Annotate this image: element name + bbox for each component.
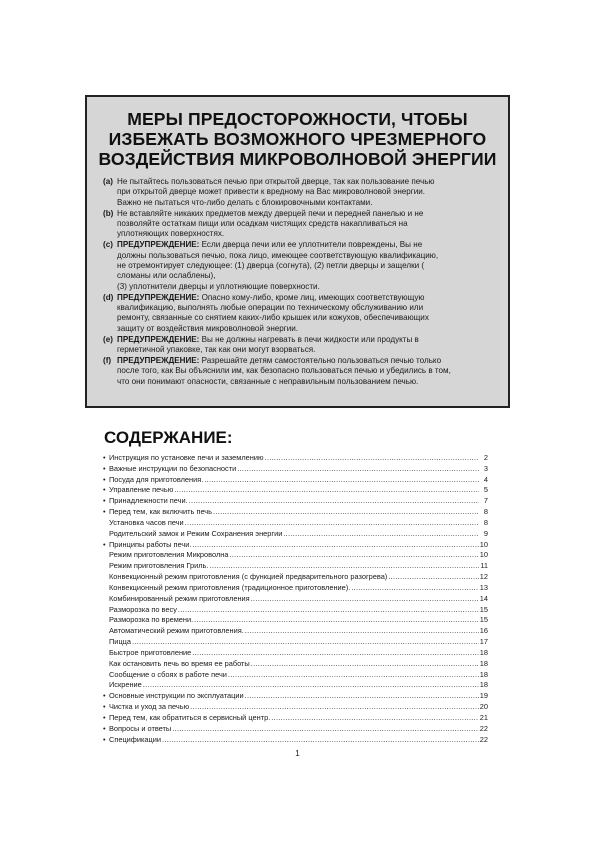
toc-entry[interactable]	[103, 626, 488, 637]
toc-entry-page: 13	[479, 582, 488, 592]
toc-bullet: •	[103, 453, 106, 462]
toc-dot-leader	[189, 496, 479, 507]
toc-dot-leader	[209, 561, 479, 572]
warning-item-text: Не пытайтесь пользоваться печью при открытой дверце, так как пользование печью	[117, 177, 435, 186]
warning-keyword: ПРЕДУПРЕЖДЕНИЕ:	[117, 292, 200, 302]
toc-entry[interactable]	[103, 583, 488, 594]
safety-warning-box	[85, 95, 510, 408]
toc-entry-label: Разморозка по весу	[109, 604, 177, 614]
page-number: 1	[295, 749, 300, 758]
toc-entry[interactable]	[103, 637, 488, 648]
toc-bullet: •	[103, 463, 106, 473]
toc-dot-leader	[162, 735, 479, 746]
warning-item	[103, 209, 503, 240]
toc-entry-page: 10	[479, 550, 488, 560]
toc-dot-leader	[174, 485, 479, 496]
warning-list	[103, 177, 503, 387]
toc-entry[interactable]	[103, 594, 488, 605]
toc-entry-label: Комбинированный режим приготовления	[109, 593, 250, 603]
toc-entry[interactable]	[103, 540, 488, 551]
toc-entry[interactable]	[103, 453, 488, 464]
warning-item-text: защиту от воздействия микроволновой энергии.	[117, 323, 299, 333]
toc-entry-page: 10	[479, 539, 488, 549]
toc-entry-label: Режим приготовления Микроволна	[109, 550, 229, 560]
toc-bullet: •	[103, 507, 106, 517]
toc-entry-label: Искрение	[109, 680, 142, 690]
warning-item-text: Вы не должны нагревать в печи жидкости или продукты в	[201, 334, 419, 344]
toc-entry-page: 4	[483, 474, 488, 484]
toc-bullet: •	[103, 485, 106, 495]
toc-entry-page: 18	[479, 680, 488, 690]
toc-entry-label: Важные инструкции по безопасности	[109, 463, 237, 473]
toc-dot-leader	[213, 507, 479, 518]
toc-entry-page: 11	[480, 561, 488, 571]
warning-item-marker: (d)	[103, 292, 114, 302]
toc-entry-label: Перед тем, как обратиться в сервисный центр.	[109, 712, 271, 722]
warning-keyword: ПРЕДУПРЕЖДЕНИЕ:	[117, 355, 200, 365]
toc-bullet: •	[103, 723, 106, 733]
toc-entry-page: 3	[483, 463, 488, 473]
toc-dot-leader	[245, 626, 479, 637]
toc-title: СОДЕРЖАНИЕ:	[104, 428, 233, 447]
warning-title-line: ИЗБЕЖАТЬ ВОЗМОЖНОГО ЧРЕЗМЕРНОГО	[108, 129, 487, 149]
toc-entry-page: 15	[479, 615, 488, 625]
warning-item-text: позволяйте остаткам пищи или осадкам чистящих средств накапливаться на	[117, 219, 408, 229]
toc-bullet: •	[103, 734, 106, 744]
warning-item-text: после того, как Вы объяснили им, как безопасно пользоваться печью и убедились в том,	[117, 366, 451, 376]
toc-bullet: •	[103, 496, 106, 506]
toc-entry[interactable]	[103, 496, 488, 507]
toc-bullet: •	[103, 691, 106, 701]
toc-entry-label: Принадлежности печи.	[109, 496, 188, 506]
warning-item-first-line	[117, 335, 503, 345]
warning-item-text: Разрешайте детям самостоятельно пользоваться печью только	[201, 355, 442, 365]
warning-item-text: Опасно кому-либо, кроме лиц, имеющих соответствующую	[201, 292, 425, 302]
toc-entry[interactable]	[103, 475, 488, 486]
toc-entry[interactable]	[103, 550, 488, 561]
warning-item	[103, 335, 503, 356]
toc-entry[interactable]	[103, 529, 488, 540]
toc-entry-page: 19	[479, 691, 488, 701]
toc-dot-leader	[132, 637, 479, 648]
toc-entry-page: 5	[483, 485, 488, 495]
toc-entry-label: Автоматический режим приготовления.	[109, 626, 244, 636]
toc-entry[interactable]	[103, 572, 488, 583]
warning-item-text: при открытой дверце может привести к вредному на Вас микроволновой энергии.	[117, 187, 426, 197]
toc-entry-page: 16	[479, 626, 488, 636]
toc-entry-label: Инструкция по установке печи и заземлению	[109, 453, 264, 462]
warning-item-text: не отремонтирует следующее: (1) дверца (согнута), (2) петли дверцы и защелки (	[117, 261, 425, 271]
toc-entry[interactable]	[103, 485, 488, 496]
toc-entry-label: Вопросы и ответы	[109, 723, 172, 733]
warning-item	[103, 177, 503, 208]
toc-entry[interactable]	[103, 615, 488, 626]
warning-item-marker: (f)	[103, 355, 112, 365]
toc-entry-page: 21	[479, 712, 488, 722]
toc-dot-leader	[237, 464, 479, 475]
warning-item-marker: (c)	[103, 240, 113, 250]
warning-keyword: ПРЕДУПРЕЖДЕНИЕ:	[117, 334, 200, 344]
toc-entry-page: 18	[479, 647, 488, 657]
warning-item-text: сломаны или ослаблены),	[117, 271, 216, 281]
toc-entry-label: Чистка и уход за печью	[109, 702, 190, 712]
warning-item-text: что они понимают опасности, связанные с неправильным пользованием печью.	[117, 376, 419, 386]
warning-item	[103, 240, 503, 292]
toc-entry-label: Сообщение о сбоях в работе печи	[109, 669, 227, 679]
toc-entry-page: 18	[479, 658, 488, 668]
toc-entry-label: Конвекционный режим приготовления (с функцией предварительного разогрева)	[109, 572, 388, 582]
toc-dot-leader	[283, 529, 479, 540]
toc-dot-leader	[271, 713, 479, 724]
toc-entry[interactable]	[103, 670, 488, 681]
warning-item-text: герметичной упаковке, так как они могут взорваться.	[117, 345, 316, 355]
toc-dot-leader	[192, 648, 479, 659]
toc-bullet: •	[103, 474, 106, 484]
warning-item-text: ремонту, связанные со снятием каких-либо крышек или кожухов, обеспечивающих	[117, 313, 429, 323]
warning-item	[103, 356, 503, 387]
toc-bullet: •	[103, 702, 106, 712]
table-of-contents	[103, 453, 488, 745]
toc-entry-page: 17	[479, 637, 488, 647]
toc-dot-leader	[178, 605, 479, 616]
warning-title-line: МЕРЫ ПРЕДОСТОРОЖНОСТИ, ЧТОБЫ	[127, 109, 468, 129]
toc-entry[interactable]	[103, 507, 488, 518]
warning-item-text: должны пользоваться печью, пока лицо, имеющее соответствующую квалификацию,	[117, 250, 439, 260]
toc-dot-leader	[228, 670, 479, 681]
warning-item-text: Не вставляйте никаких предметов между дверцей печи и передней панелью и не	[117, 208, 424, 218]
toc-dot-leader	[190, 702, 479, 713]
toc-dot-leader	[245, 691, 479, 702]
warning-item-text: (3) уплотнители дверцы и уплотняющие поверхности.	[117, 281, 320, 291]
toc-entry-label: Основные инструкции по эксплуатации	[109, 691, 244, 701]
toc-entry[interactable]	[103, 648, 488, 659]
toc-entry-label: Установка часов печи	[109, 517, 184, 527]
warning-item-marker: (b)	[103, 208, 114, 218]
warning-item-first-line	[117, 293, 503, 303]
warning-keyword: ПРЕДУПРЕЖДЕНИЕ:	[117, 240, 200, 250]
toc-entry[interactable]	[103, 464, 488, 475]
warning-item-text: квалификацию, выполнять любые операции по техническому обслуживанию или	[117, 303, 424, 313]
toc-entry-page: 12	[479, 572, 488, 582]
toc-entry-label: Посуда для приготовления.	[109, 474, 204, 484]
toc-entry-page: 7	[483, 496, 488, 506]
toc-entry-page: 20	[479, 702, 488, 712]
toc-entry-label: Режим приготовления Гриль.	[109, 561, 209, 571]
toc-entry-label: Конвекционный режим приготовления (традиционное приготовление).	[109, 582, 351, 592]
toc-entry[interactable]	[103, 680, 488, 691]
toc-dot-leader	[351, 583, 478, 594]
toc-entry-label: Спецификации	[109, 734, 162, 744]
toc-dot-leader	[194, 615, 479, 626]
warning-item-first-line	[117, 356, 503, 366]
toc-entry-page: 18	[479, 669, 488, 679]
toc-entry[interactable]	[103, 561, 488, 572]
warning-item-text: Если дверца печи или ее уплотнители повреждены, Вы не	[201, 240, 423, 250]
toc-dot-leader	[265, 453, 480, 464]
toc-entry-page: 22	[479, 734, 488, 744]
toc-entry-label: Принципы работы печи.	[109, 539, 192, 549]
toc-entry[interactable]	[103, 659, 488, 670]
toc-entry[interactable]	[103, 691, 488, 702]
toc-entry-label: Родительский замок и Режим Сохранения энергии	[109, 528, 283, 538]
toc-entry-page: 9	[483, 528, 488, 538]
toc-dot-leader	[251, 594, 479, 605]
toc-entry-label: Перед тем, как включить печь	[109, 507, 213, 517]
toc-entry-page: 8	[483, 517, 488, 527]
toc-dot-leader	[251, 659, 479, 670]
toc-dot-leader	[192, 540, 478, 551]
toc-bullet: •	[103, 539, 106, 549]
warning-item	[103, 293, 503, 335]
toc-entry-label: Как остановить печь во время ее работы	[109, 658, 250, 668]
warning-title-line: ВОЗДЕЙСТВИЯ МИКРОВОЛНОВОЙ ЭНЕРГИИ	[98, 149, 497, 169]
toc-entry[interactable]	[103, 605, 488, 616]
toc-dot-leader	[204, 475, 479, 486]
toc-entry[interactable]	[103, 713, 488, 724]
toc-bullet: •	[103, 712, 106, 722]
warning-item-text: Важно не пытаться что-либо делать с блокировочными контактами.	[117, 197, 373, 207]
toc-entry-label: Быстрое приготовление	[109, 647, 192, 657]
toc-entry[interactable]	[103, 702, 488, 713]
toc-dot-leader	[229, 550, 478, 561]
toc-entry-label: Разморозка по времени.	[109, 615, 194, 625]
toc-dot-leader	[185, 518, 479, 529]
warning-item-marker: (e)	[103, 334, 113, 344]
warning-item-text: уплотняющих поверхностях.	[117, 229, 225, 239]
toc-dot-leader	[143, 680, 479, 691]
toc-entry-label: Пицца	[109, 637, 132, 647]
warning-title	[87, 109, 508, 169]
toc-entry[interactable]	[103, 724, 488, 735]
warning-item-marker: (a)	[103, 177, 113, 186]
toc-entry-page: 15	[479, 604, 488, 614]
toc-dot-leader	[172, 724, 479, 735]
toc-entry[interactable]	[103, 518, 488, 529]
toc-entry[interactable]	[103, 735, 488, 746]
toc-dot-leader	[388, 572, 478, 583]
warning-item-first-line	[117, 240, 503, 250]
toc-entry-page: 2	[483, 453, 488, 462]
toc-entry-page: 22	[479, 723, 488, 733]
toc-entry-page: 14	[479, 593, 488, 603]
toc-entry-page: 8	[483, 507, 488, 517]
toc-entry-label: Управление печью	[109, 485, 174, 495]
